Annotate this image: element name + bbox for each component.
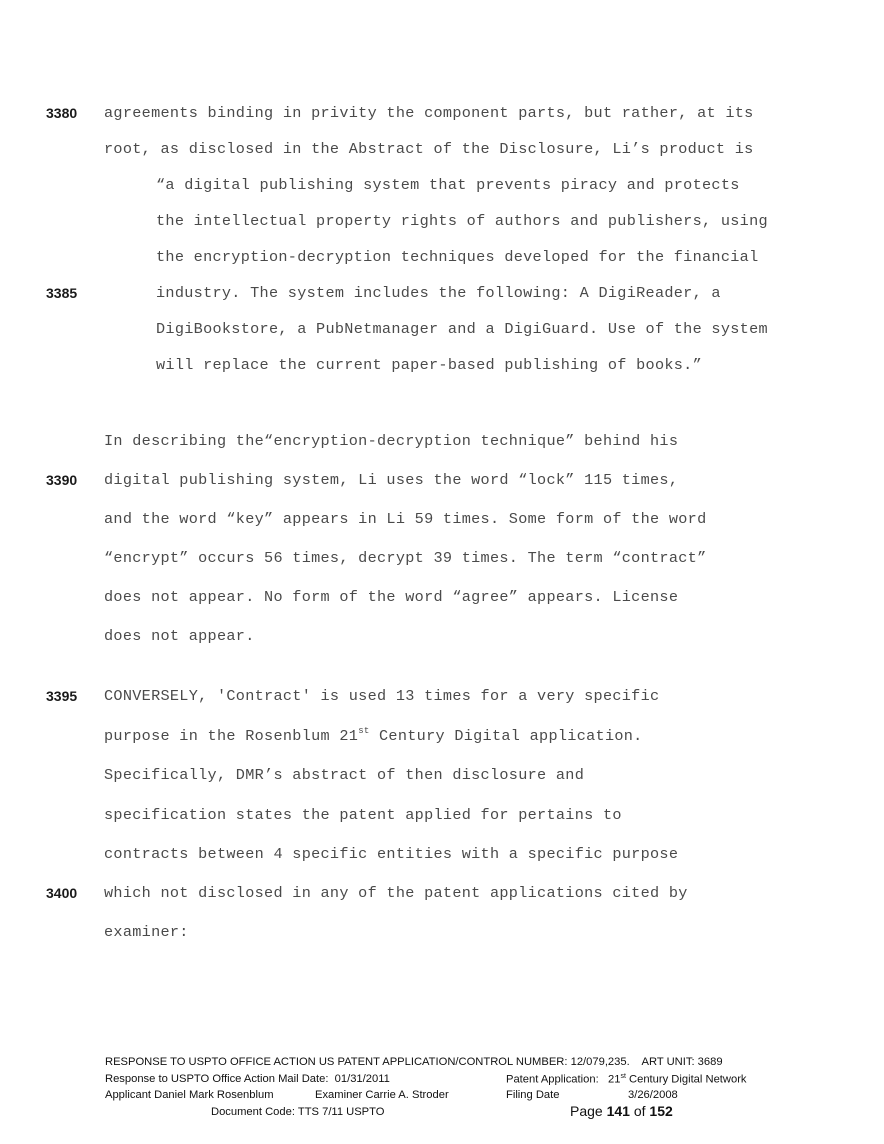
quote-text-line: industry. The system includes the following: A DigiReader, a (156, 284, 721, 302)
line-number: 3400 (46, 885, 78, 901)
footer-document-code: Document Code: TTS 7/11 USPTO (211, 1106, 385, 1118)
text-run: purpose in the Rosenblum 21 (104, 727, 359, 746)
body-text-line: which not disclosed in any of the patent applications cited by (104, 884, 688, 902)
footer-mail-date: Response to USPTO Office Action Mail Date: 01/31/2011 (105, 1073, 390, 1085)
line-number: 3395 (46, 688, 78, 704)
text-run: Century Digital Network (625, 1073, 747, 1086)
body-text-line: CONVERSELY, 'Contract' is used 13 times for a very specific (104, 687, 660, 705)
body-text-line: Specifically, DMR’s abstract of then disclosure and (104, 766, 585, 784)
body-text-line: In describing the“encryption-decryption technique” behind his (104, 432, 679, 450)
line-number: 3380 (46, 105, 78, 121)
body-text-line: agreements binding in privity the component parts, but rather, at its (104, 104, 754, 122)
superscript: st (358, 726, 370, 736)
body-text-line: contracts between 4 specific entities with a specific purpose (104, 845, 679, 863)
text-run: Patent Application: 21 (506, 1073, 621, 1086)
quote-text-line: DigiBookstore, a PubNetmanager and a DigiGuard. Use of the system (156, 320, 768, 338)
quote-text-line: “a digital publishing system that prevents piracy and protects (156, 176, 740, 194)
text-run: Page (570, 1103, 607, 1119)
body-text-line: “encrypt” occurs 56 times, decrypt 39 times. The term “contract” (104, 549, 707, 567)
footer-patent-application (506, 1073, 747, 1086)
quote-text-line: the intellectual property rights of authors and publishers, using (156, 212, 768, 230)
body-text-line: does not appear. No form of the word “agree” appears. License (104, 588, 679, 606)
footer-examiner: Examiner Carrie A. Stroder (315, 1089, 449, 1101)
superscript: st (620, 1073, 626, 1080)
footer-line-1: RESPONSE TO USPTO OFFICE ACTION US PATENT APPLICATION/CONTROL NUMBER: 12/079,235. ART UNIT: 3689 (105, 1056, 723, 1068)
body-text-line: examiner: (104, 923, 189, 941)
quote-text-line: will replace the current paper-based publishing of books.” (156, 356, 703, 374)
text-run: Century Digital application. (369, 727, 643, 746)
body-text-line: specification states the patent applied for pertains to (104, 806, 622, 824)
total-pages: 152 (649, 1103, 673, 1119)
footer-filing-date: 3/26/2008 (628, 1089, 678, 1101)
body-text-line (104, 727, 643, 745)
body-text-line: and the word “key” appears in Li 59 times. Some form of the word (104, 510, 707, 528)
body-text-line: root, as disclosed in the Abstract of the Disclosure, Li’s product is (104, 140, 754, 158)
line-number: 3385 (46, 285, 78, 301)
quote-text-line: the encryption-decryption techniques developed for the financial (156, 248, 759, 266)
body-text-line: does not appear. (104, 627, 255, 645)
current-page: 141 (606, 1103, 630, 1119)
page-number (570, 1103, 673, 1119)
line-number: 3390 (46, 472, 78, 488)
footer-applicant: Applicant Daniel Mark Rosenblum (105, 1089, 274, 1101)
text-run: of (629, 1103, 650, 1119)
footer-filing-label: Filing Date (506, 1089, 560, 1101)
body-text-line: digital publishing system, Li uses the word “lock” 115 times, (104, 471, 679, 489)
